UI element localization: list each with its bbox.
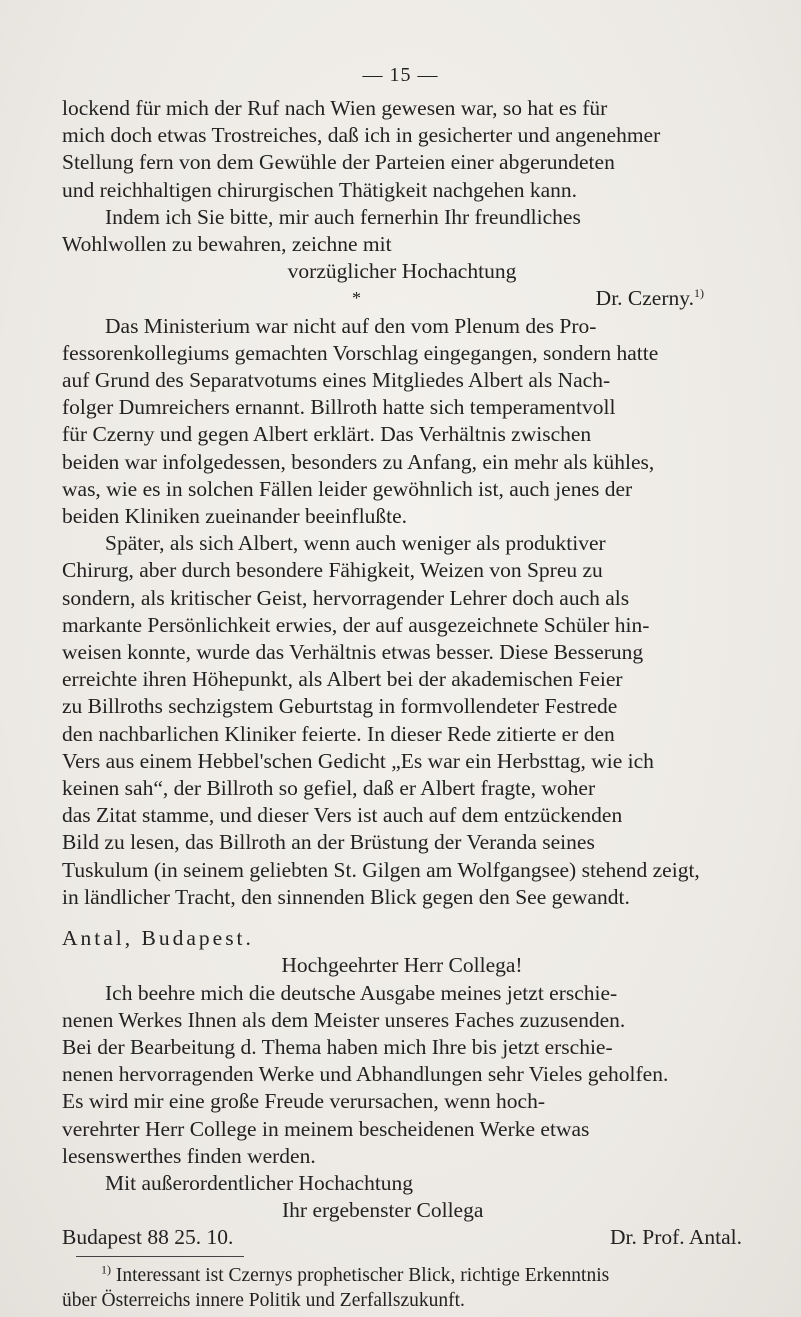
date-place: Budapest 88 25. 10. (62, 1225, 234, 1250)
paragraph-antal-letter: Ich beehre mich die deutsche Ausgabe meines jetzt erschie- nenen Werkes Ihnen als dem Meister unseres Faches zuzusenden. Bei der Bearbeitung d. Thema haben mich Ihre bis jetzt erschie- nenen hervorragenden Werke und Abhandlungen sehr Vieles geholfen. Es wird mir eine große Freude verursachen, wenn hoch- verehrter Herr College in meinem bescheidenen Werke etwas lesenswerthes finden werden. (62, 980, 669, 1168)
paragraph-ministerium: Das Ministerium war nicht auf den vom Plenum des Pro- fessorenkollegiums gemachten Vorschlag eingegangen, sondern hatte auf Grund des Separatvotums eines Mitgliedes Albert als Nach- folger Dumreichers ernannt. Billroth hatte sich temperamentvoll für Czerny und gegen Albert erklärt. Das Verhältnis zwischen beiden war infolgedessen, besonders zu Anfang, ein mehr als kühles, was, wie es in solchen Fällen leider gewöhnlich ist, auch jenes der beiden Kliniken zueinander beeinflußte. (62, 313, 659, 529)
closing-antal-1: Mit außerordentlicher Hochachtung (105, 1170, 414, 1195)
footnote: $^{1)}$ Interessant ist Czernys prophetischer Blick, richtige Erkenntnis über Österreichs innere Politik und Zerfallszukunft. (62, 1262, 610, 1311)
footnote-rule (76, 1256, 244, 1257)
body-text (62, 95, 742, 1313)
antal-heading: Antal, Budapest. (62, 926, 254, 951)
dateline (62, 1224, 742, 1251)
signature-czerny: * Dr. Czerny.$^{1)}$ (62, 285, 742, 312)
page-number: — 15 — (362, 64, 439, 86)
paragraph-czerny-letter-end: lockend für mich der Ruf nach Wien gewesen war, so hat es für mich doch etwas Trostreiches, daß ich in gesicherter und angenehmer Stellung fern von dem Gewühle der Parteien einer abgerundeten und reichhaltigen chirurgischen Thätigkeit nachgehen kann. (62, 96, 661, 202)
signature-antal: Dr. Prof. Antal. (610, 1225, 742, 1250)
star-ornament: * (352, 288, 361, 309)
footnote-number: 1) (101, 1262, 111, 1277)
paragraph-albert: Später, als sich Albert, wenn auch weniger als produktiver Chirurg, aber durch besondere Fähigkeit, Weizen von Spreu zu sondern, als kritischer Geist, hervorragender Lehrer doch auch als markante Persönlichkeit erwies, der auf ausgezeichnete Schüler hin- weisen konnte, wurde das Verhältnis etwas besser. Diese Besserung erreichte ihren Höhepunkt, als Albert bei der akademischen Feier zu Billroths sechzigstem Geburtstag in formvollendeter Festrede den nachbarlichen Kliniker feierte. In dieser Rede zitierte er den Vers aus einem Hebbel'schen Gedicht „Es war ein Herbsttag, wie ich keinen sah“, der Billroth so gefiel, daß er Albert fragte, woher das Zitat stamme, und dieser Vers ist auch auf dem entzückenden Bild zu lesen, das Billroth an der Brüstung der Veranda seines Tuskulum (in seinem geliebten St. Gilgen am Wolfgangsee) stehend zeigt, in ländlicher Tracht, den sinnenden Blick gegen den See gewandt. (62, 531, 700, 909)
antal-salutation: Hochgeehrter Herr Collega! (281, 953, 523, 978)
closing-czerny: vorzüglicher Hochachtung (287, 259, 517, 284)
paragraph-czerny-closing: Indem ich Sie bitte, mir auch fernerhin Ihr freundliches Wohlwollen zu bewahren, zeichne mit (62, 204, 581, 257)
footnote-mark: 1) (694, 286, 704, 301)
closing-antal-2: Ihr ergebenster Collega (282, 1198, 484, 1223)
